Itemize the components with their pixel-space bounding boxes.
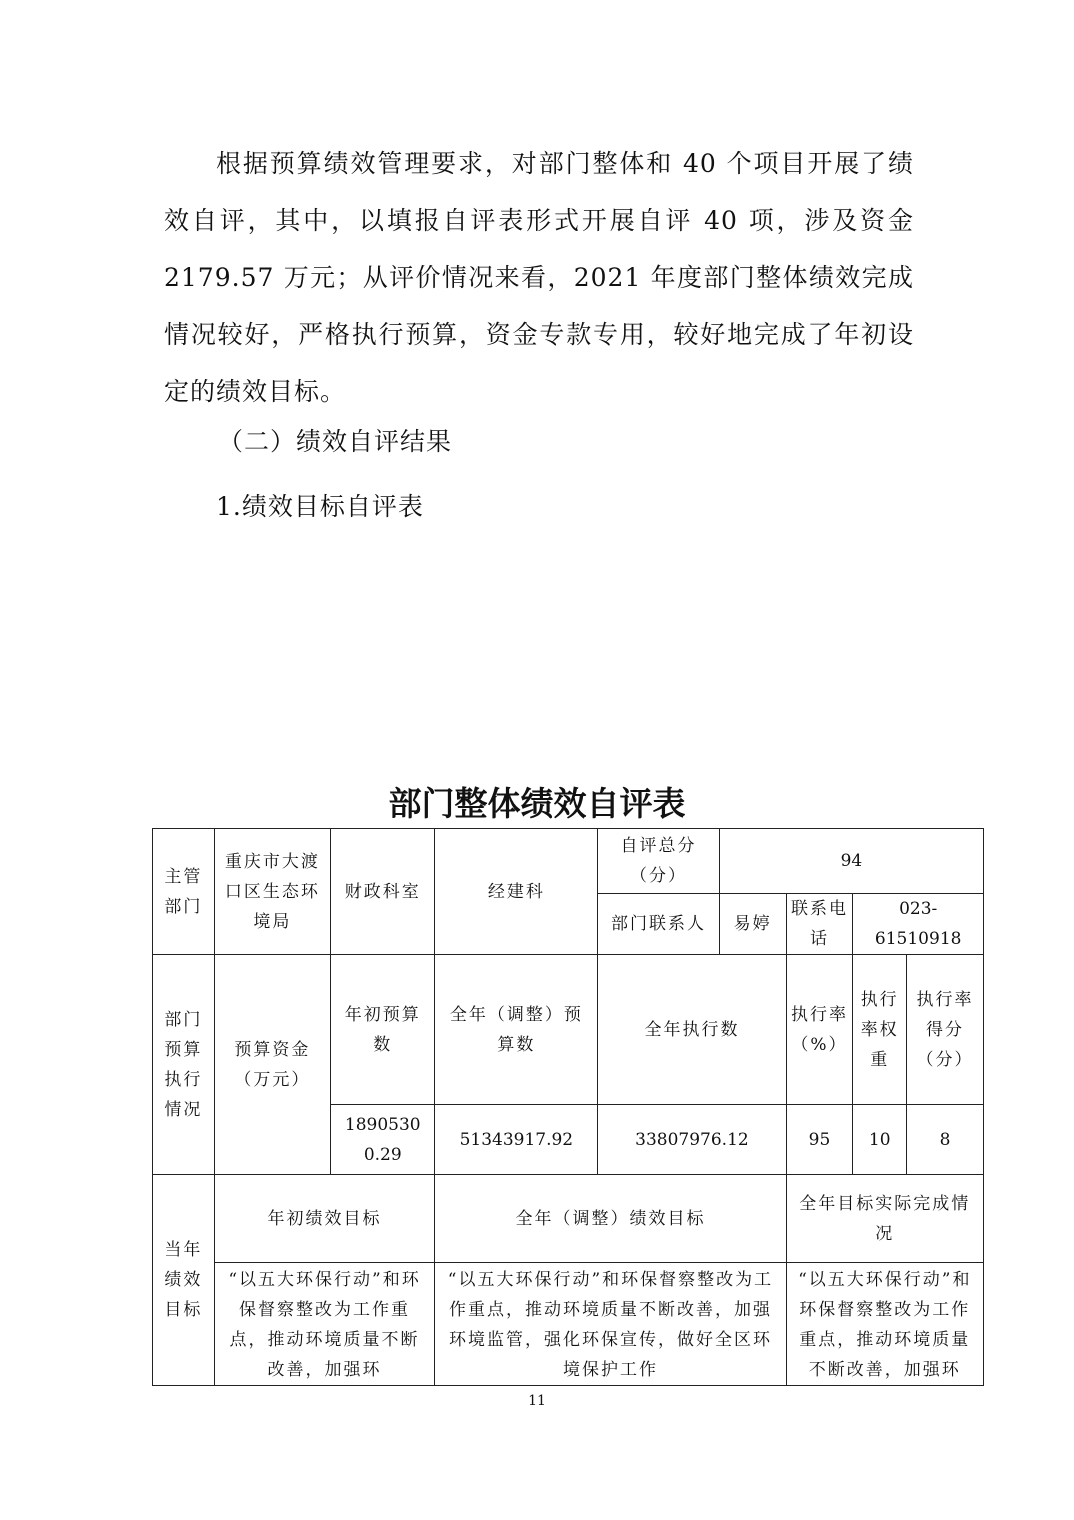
- text-initial-goal: “以五大环保行动”和环保督察整改为工作重点，推动环境质量不断改善，加强环: [214, 1263, 435, 1386]
- val-rate: 95: [786, 1105, 853, 1175]
- col-executed: 全年执行数: [598, 955, 786, 1105]
- contact-label: 部门联系人: [598, 894, 719, 955]
- val-adjusted-budget: 51343917.92: [435, 1105, 598, 1175]
- table-title: 部门整体绩效自评表: [388, 784, 686, 823]
- col-initial-goal: 年初绩效目标: [214, 1175, 435, 1263]
- col-actual-goal: 全年目标实际完成情况: [786, 1175, 983, 1263]
- section-heading: （二）绩效自评结果: [218, 427, 453, 456]
- col-weight: 执行率权重: [853, 955, 907, 1105]
- goals-group-label: 当年绩效目标: [153, 1175, 215, 1386]
- dept-value: 重庆市大渡口区生态环境局: [214, 829, 330, 955]
- col-initial-budget: 年初预算数: [331, 955, 435, 1105]
- val-executed: 33807976.12: [598, 1105, 786, 1175]
- col-adjusted-goal: 全年（调整）绩效目标: [435, 1175, 786, 1263]
- val-score: 8: [907, 1105, 984, 1175]
- performance-table: [152, 828, 984, 1386]
- score-value: 94: [719, 829, 983, 894]
- budget-group-label: 部门预算执行情况: [153, 955, 215, 1175]
- contact-value: 易婷: [719, 894, 786, 955]
- text-adjusted-goal: “以五大环保行动”和环保督察整改为工作重点，推动环境质量不断改善，加强环境监管，强化环保宣传，做好全区环境保护工作: [435, 1263, 786, 1386]
- score-label: 自评总分（分）: [598, 829, 719, 894]
- val-weight: 10: [853, 1105, 907, 1175]
- text-actual-goal: “以五大环保行动”和环保督察整改为工作重点，推动环境质量不断改善，加强环: [786, 1263, 983, 1386]
- intro-paragraph: 根据预算绩效管理要求，对部门整体和 40 个项目开展了绩效自评，其中，以填报自评表形式开展自评 40 项，涉及资金 2179.57 万元；从评价情况来看，2021 年度部门整体绩效完成情况较好，严格执行预算，资金专款专用，较好地完成了年初设定的绩效目标。: [164, 149, 914, 406]
- col-rate: 执行率（%）: [786, 955, 853, 1105]
- val-initial-budget: 18905300.29: [331, 1105, 435, 1175]
- phone-value: 023-61510918: [853, 894, 984, 955]
- col-adjusted-budget: 全年（调整）预算数: [435, 955, 598, 1105]
- section-cell: 经建科: [435, 829, 598, 955]
- dept-label: 主管部门: [153, 829, 215, 955]
- funds-label: 预算资金（万元）: [214, 955, 330, 1175]
- col-score: 执行率得分（分）: [907, 955, 984, 1105]
- page-number: 11: [528, 1393, 546, 1409]
- phone-label: 联系电话: [786, 894, 853, 955]
- office-cell: 财政科室: [331, 829, 435, 955]
- subheading: 1.绩效目标自评表: [216, 492, 424, 521]
